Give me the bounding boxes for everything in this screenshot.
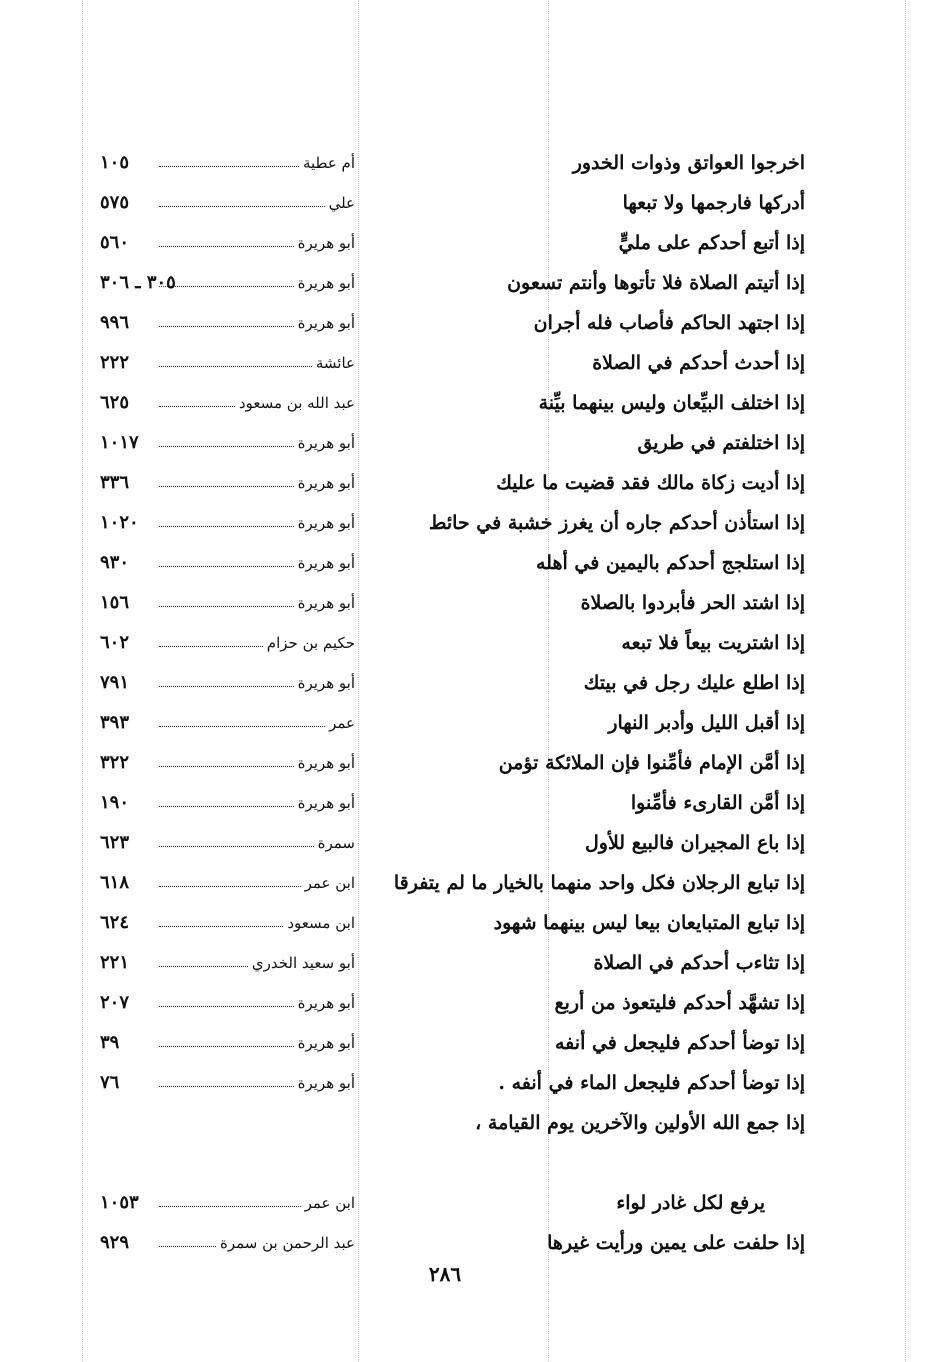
narrator-name: أبو هريرة	[297, 1034, 355, 1052]
hadith-number: ٣٠٥ ـ ٣٠٦	[100, 272, 176, 293]
hadith-text: إذا اشتريت بيعاً فلا تبعه	[621, 632, 805, 654]
index-row	[100, 346, 805, 386]
index-row	[100, 826, 805, 866]
hadith-text: إذا اختلفتم في طريق	[637, 432, 805, 454]
index-row	[100, 266, 805, 306]
index-row	[100, 186, 805, 226]
narrator-name: عمر	[329, 714, 355, 732]
hadith-number: ٦٢٥	[100, 392, 130, 413]
hadith-number: ٧٩١	[100, 672, 130, 693]
hadith-number: ٢٢١	[100, 952, 130, 973]
hadith-text: إذا باع المجيران فالبيع للأول	[584, 832, 805, 854]
hadith-text: اخرجوا العواتق وذوات الخدور	[572, 152, 805, 174]
narrator-name: أبو هريرة	[297, 474, 355, 492]
hadith-number: ٢٠٧	[100, 992, 130, 1013]
index-row	[100, 546, 805, 586]
index-row	[100, 866, 805, 906]
hadith-number: ٦٢٣	[100, 832, 130, 853]
hadith-number: ٩٣٠	[100, 552, 130, 573]
narrator-name: أبو هريرة	[297, 754, 355, 772]
hadith-number: ١٠١٧	[100, 432, 139, 453]
hadith-text: إذا تبايع الرجلان فكل واحد منهما بالخيار ما لم يتفرقا	[393, 872, 805, 894]
hadith-number: ٢٢٢	[100, 352, 130, 373]
hadith-text: أدركها فارجمها ولا تبعها	[622, 192, 805, 214]
narrator-name: أبو هريرة	[297, 994, 355, 1012]
hadith-number: ٩٩٦	[100, 312, 130, 333]
hadith-text: إذا توضأ أحدكم فليجعل في أنفه	[554, 1032, 805, 1054]
narrator-name: أبو هريرة	[297, 434, 355, 452]
narrator-name: أبو هريرة	[297, 674, 355, 692]
hadith-number: ١٥٦	[100, 592, 130, 613]
grid-line	[82, 0, 83, 1362]
hadith-index-list	[100, 146, 805, 1266]
hadith-number: ٧٦	[100, 1072, 120, 1093]
hadith-text: إذا اطلع عليك رجل في بيتك	[583, 672, 805, 694]
index-row	[100, 1186, 805, 1226]
hadith-text: إذا استأذن أحدكم جاره أن يغرز خشبة في حائط	[428, 512, 805, 534]
index-row	[100, 586, 805, 626]
hadith-text: يرفع لكل غادر لواء	[616, 1192, 765, 1214]
index-row	[100, 906, 805, 946]
hadith-number: ١٩٠	[100, 792, 130, 813]
index-row	[100, 706, 805, 746]
hadith-number: ١٠٢٠	[100, 512, 139, 533]
narrator-name: أبو هريرة	[297, 514, 355, 532]
hadith-text: إذا تشهَّد أحدكم فليتعوذ من أربع	[554, 992, 805, 1014]
hadith-number: ٦٢٤	[100, 912, 130, 933]
hadith-number: ٦١٨	[100, 872, 130, 893]
narrator-name: أبو هريرة	[297, 554, 355, 572]
narrator-name: عبد الرحمن بن سمرة	[220, 1234, 355, 1252]
index-row	[100, 1066, 805, 1106]
hadith-text: إذا أديت زكاة مالك فقد قضيت ما عليك	[496, 472, 805, 494]
hadith-text: إذا حلفت على يمين ورأيت غيرها	[547, 1232, 805, 1254]
index-row	[100, 1106, 805, 1146]
narrator-name: أبو هريرة	[297, 314, 355, 332]
narrator-name: أم عطية	[302, 154, 355, 172]
hadith-number: ٥٦٠	[100, 232, 130, 253]
hadith-number: ٥٧٥	[100, 192, 130, 213]
hadith-text: إذا تثاءب أحدكم في الصلاة	[593, 952, 805, 974]
narrator-name: عبد الله بن مسعود	[238, 394, 355, 412]
narrator-name: سمرة	[317, 834, 355, 852]
narrator-name: ابن عمر	[304, 874, 355, 892]
narrator-name: أبو سعيد الخدري	[251, 954, 355, 972]
hadith-text: إذا اجتهد الحاكم فأصاب فله أجران	[533, 312, 805, 334]
index-row	[100, 146, 805, 186]
grid-line	[905, 0, 906, 1362]
narrator-name: أبو هريرة	[297, 234, 355, 252]
hadith-text: إذا أحدث أحدكم في الصلاة	[592, 352, 805, 374]
index-row	[100, 1146, 805, 1186]
hadith-text: إذا توضأ أحدكم فليجعل الماء في أنفه .	[498, 1072, 805, 1094]
index-row	[100, 306, 805, 346]
narrator-name: أبو هريرة	[297, 274, 355, 292]
hadith-number: ١٠٥	[100, 152, 130, 173]
hadith-text: إذا أتبع أحدكم على مليٍّ	[618, 232, 805, 254]
hadith-number: ٣٩٣	[100, 712, 130, 733]
index-row	[100, 946, 805, 986]
hadith-text: إذا جمع الله الأولين والآخرين يوم القيامة ،	[475, 1112, 805, 1134]
index-row	[100, 986, 805, 1026]
hadith-text: إذا أمَّن الإمام فأمِّنوا فإن الملائكة تؤمن	[498, 752, 805, 774]
hadith-text: إذا اختلف البيِّعان وليس بينهما بيِّنة	[538, 392, 805, 414]
index-row	[100, 386, 805, 426]
index-row	[100, 226, 805, 266]
index-row	[100, 466, 805, 506]
hadith-text: إذا استلجج أحدكم باليمين في أهله	[535, 552, 805, 574]
index-row	[100, 786, 805, 826]
narrator-name: حكيم بن حزام	[266, 634, 355, 652]
narrator-name: أبو هريرة	[297, 1074, 355, 1092]
hadith-number: ٣٩	[100, 1032, 120, 1053]
narrator-name: عائشة	[315, 354, 355, 372]
index-row	[100, 626, 805, 666]
index-row	[100, 1226, 805, 1266]
narrator-name: ابن عمر	[304, 1194, 355, 1212]
hadith-number: ٣٣٦	[100, 472, 130, 493]
index-row	[100, 666, 805, 706]
index-row	[100, 1026, 805, 1066]
narrator-name: أبو هريرة	[297, 594, 355, 612]
hadith-text: إذا تبايع المتبايعان بيعا ليس بينهما شهود	[493, 912, 805, 934]
hadith-text: إذا اشتد الحر فأبردوا بالصلاة	[580, 592, 805, 614]
narrator-name: علي	[328, 194, 355, 212]
narrator-name: أبو هريرة	[297, 794, 355, 812]
page-number: ٢٨٦	[428, 1262, 462, 1286]
hadith-number: ٦٠٢	[100, 632, 130, 653]
hadith-text: إذا أمَّن القارىء فأمِّنوا	[630, 792, 805, 814]
index-row	[100, 506, 805, 546]
narrator-name: ابن مسعود	[287, 914, 355, 932]
hadith-number: ١٠٥٣	[100, 1192, 139, 1213]
hadith-number: ٩٢٩	[100, 1232, 130, 1253]
hadith-text: إذا أتيتم الصلاة فلا تأتوها وأنتم تسعون	[507, 272, 805, 294]
index-row	[100, 746, 805, 786]
hadith-number: ٣٢٢	[100, 752, 130, 773]
hadith-text: إذا أقبل الليل وأدبر النهار	[608, 712, 805, 734]
index-row	[100, 426, 805, 466]
